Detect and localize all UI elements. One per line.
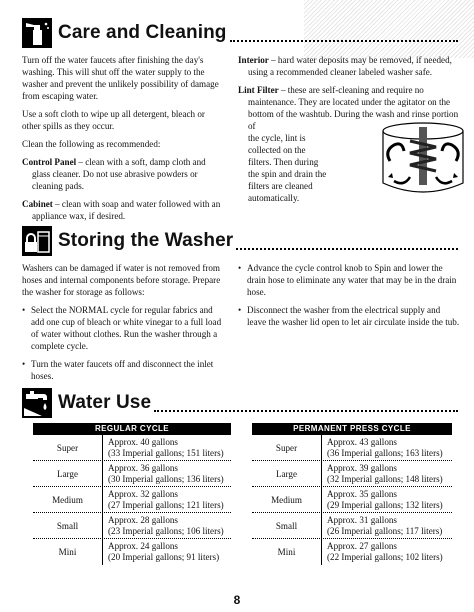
storing-heading bbox=[22, 226, 458, 256]
table-row bbox=[33, 435, 231, 461]
load-size: Medium bbox=[252, 487, 322, 512]
storing-left-column bbox=[22, 262, 222, 388]
interior-text: – hard water deposits may be removed, if needed, using a recommended cleaner labeled washer safe. bbox=[248, 55, 452, 77]
heading-leader-dots bbox=[236, 248, 458, 250]
water-amount: Approx. 35 gallons (29 Imperial gallons; 132 liters) bbox=[327, 488, 443, 510]
table-row bbox=[33, 539, 231, 565]
water-amount: Approx. 36 gallons (30 Imperial gallons; 136 liters) bbox=[108, 462, 224, 484]
storing-intro: Washers can be damaged if water is not removed from hoses and internal components before storage. Prepare the washer for storage as follows: bbox=[22, 263, 221, 297]
water-amount: Approx. 31 gallons (26 Imperial gallons; 117 liters) bbox=[327, 514, 443, 536]
page-number: 8 bbox=[233, 593, 241, 607]
care-paragraph: Clean the following as recommended: bbox=[22, 139, 161, 149]
lock-washer-icon bbox=[22, 226, 52, 256]
control-panel-item bbox=[22, 156, 222, 192]
control-panel-text: – clean with a soft, damp cloth and glass cleaner. Do not use abrasive powders or cleaning pads. bbox=[32, 157, 206, 191]
lint-filter-label: Lint Filter bbox=[238, 85, 279, 95]
load-size: Large bbox=[252, 461, 322, 486]
table-row bbox=[252, 435, 452, 461]
water-title: Water Use bbox=[58, 392, 152, 414]
table-row bbox=[252, 487, 452, 513]
lint-filter-text-continued: the cycle, lint is collected on the filters. Then during the spin and drain the filters are cleaned automatically. bbox=[248, 133, 327, 203]
load-size: Large bbox=[33, 461, 103, 486]
storing-title: Storing the Washer bbox=[58, 230, 234, 252]
water-amount: Approx. 40 gallons (33 Imperial gallons; 151 liters) bbox=[108, 436, 224, 458]
care-title: Care and Cleaning bbox=[58, 22, 227, 44]
water-amount: Approx. 27 gallons (22 Imperial gallons; 102 liters) bbox=[327, 541, 443, 562]
cabinet-label: Cabinet bbox=[22, 199, 53, 209]
water-amount: Approx. 28 gallons (23 Imperial gallons; 106 liters) bbox=[108, 514, 224, 536]
heading-leader-dots bbox=[230, 40, 458, 42]
permanent-press-table bbox=[252, 423, 452, 565]
table-row bbox=[252, 513, 452, 539]
table-row bbox=[252, 461, 452, 487]
washer-drum-illustration bbox=[380, 121, 466, 201]
load-size: Medium bbox=[33, 487, 103, 512]
lint-filter-text: – these are self-cleaning and require no maintenance. They are located under the agitator on the bottom of the washtub. During the wash and rinse portion of bbox=[248, 85, 459, 131]
table-header: PERMANENT PRESS CYCLE bbox=[252, 423, 452, 435]
load-size: Small bbox=[252, 513, 322, 538]
faucet-icon bbox=[22, 388, 52, 418]
water-amount: Approx. 32 gallons (27 Imperial gallons; 121 liters) bbox=[108, 488, 224, 510]
table-row bbox=[33, 513, 231, 539]
heading-leader-dots bbox=[154, 410, 458, 412]
water-heading bbox=[22, 388, 458, 418]
water-amount: Approx. 39 gallons (32 Imperial gallons; 148 liters) bbox=[327, 462, 443, 484]
storing-right-list bbox=[238, 262, 460, 328]
interior-item bbox=[238, 54, 460, 78]
spray-bottle-icon bbox=[22, 18, 52, 48]
care-heading bbox=[22, 18, 458, 48]
list-item: • Turn the water faucets off and disconnect the inlet hoses. bbox=[22, 358, 222, 382]
control-panel-label: Control Panel bbox=[22, 157, 77, 167]
cabinet-item bbox=[22, 198, 222, 222]
care-paragraph: Turn off the water faucets after finishing the day's washing. This will shut off the water supply to the washer and prevent the unlikely possibility of damage from escaping water. bbox=[22, 55, 219, 101]
interior-label: Interior bbox=[238, 55, 269, 65]
list-item: • Select the NORMAL cycle for regular fabrics and add one cup of bleach or white vinegar to a full load of water without clothes. Run the washer through a complete cycle. bbox=[22, 304, 222, 352]
load-size: Mini bbox=[33, 539, 103, 565]
load-size: Mini bbox=[252, 539, 322, 565]
water-amount: Approx. 24 gallons (20 Imperial gallons; 91 liters) bbox=[108, 541, 220, 562]
table-header: REGULAR CYCLE bbox=[33, 423, 231, 435]
water-amount: Approx. 43 gallons (36 Imperial gallons; 163 liters) bbox=[327, 436, 443, 458]
storing-left-list bbox=[22, 304, 222, 382]
list-item: • Disconnect the washer from the electrical supply and leave the washer lid open to let air circulate inside the tub. bbox=[238, 304, 460, 328]
care-left-column bbox=[22, 54, 222, 228]
table-row bbox=[252, 539, 452, 565]
load-size: Super bbox=[252, 435, 322, 460]
care-paragraph: Use a soft cloth to wipe up all detergent, bleach or other spills as they occur. bbox=[22, 109, 205, 131]
cabinet-text: – clean with soap and water followed with an appliance wax, if desired. bbox=[32, 199, 221, 221]
table-row bbox=[33, 461, 231, 487]
list-item: • Advance the cycle control knob to Spin and lower the drain hose to eliminate any water that may be in the drain hose. bbox=[238, 262, 460, 298]
load-size: Small bbox=[33, 513, 103, 538]
load-size: Super bbox=[33, 435, 103, 460]
regular-cycle-table bbox=[33, 423, 231, 565]
table-row bbox=[33, 487, 231, 513]
storing-right-column bbox=[238, 262, 460, 334]
